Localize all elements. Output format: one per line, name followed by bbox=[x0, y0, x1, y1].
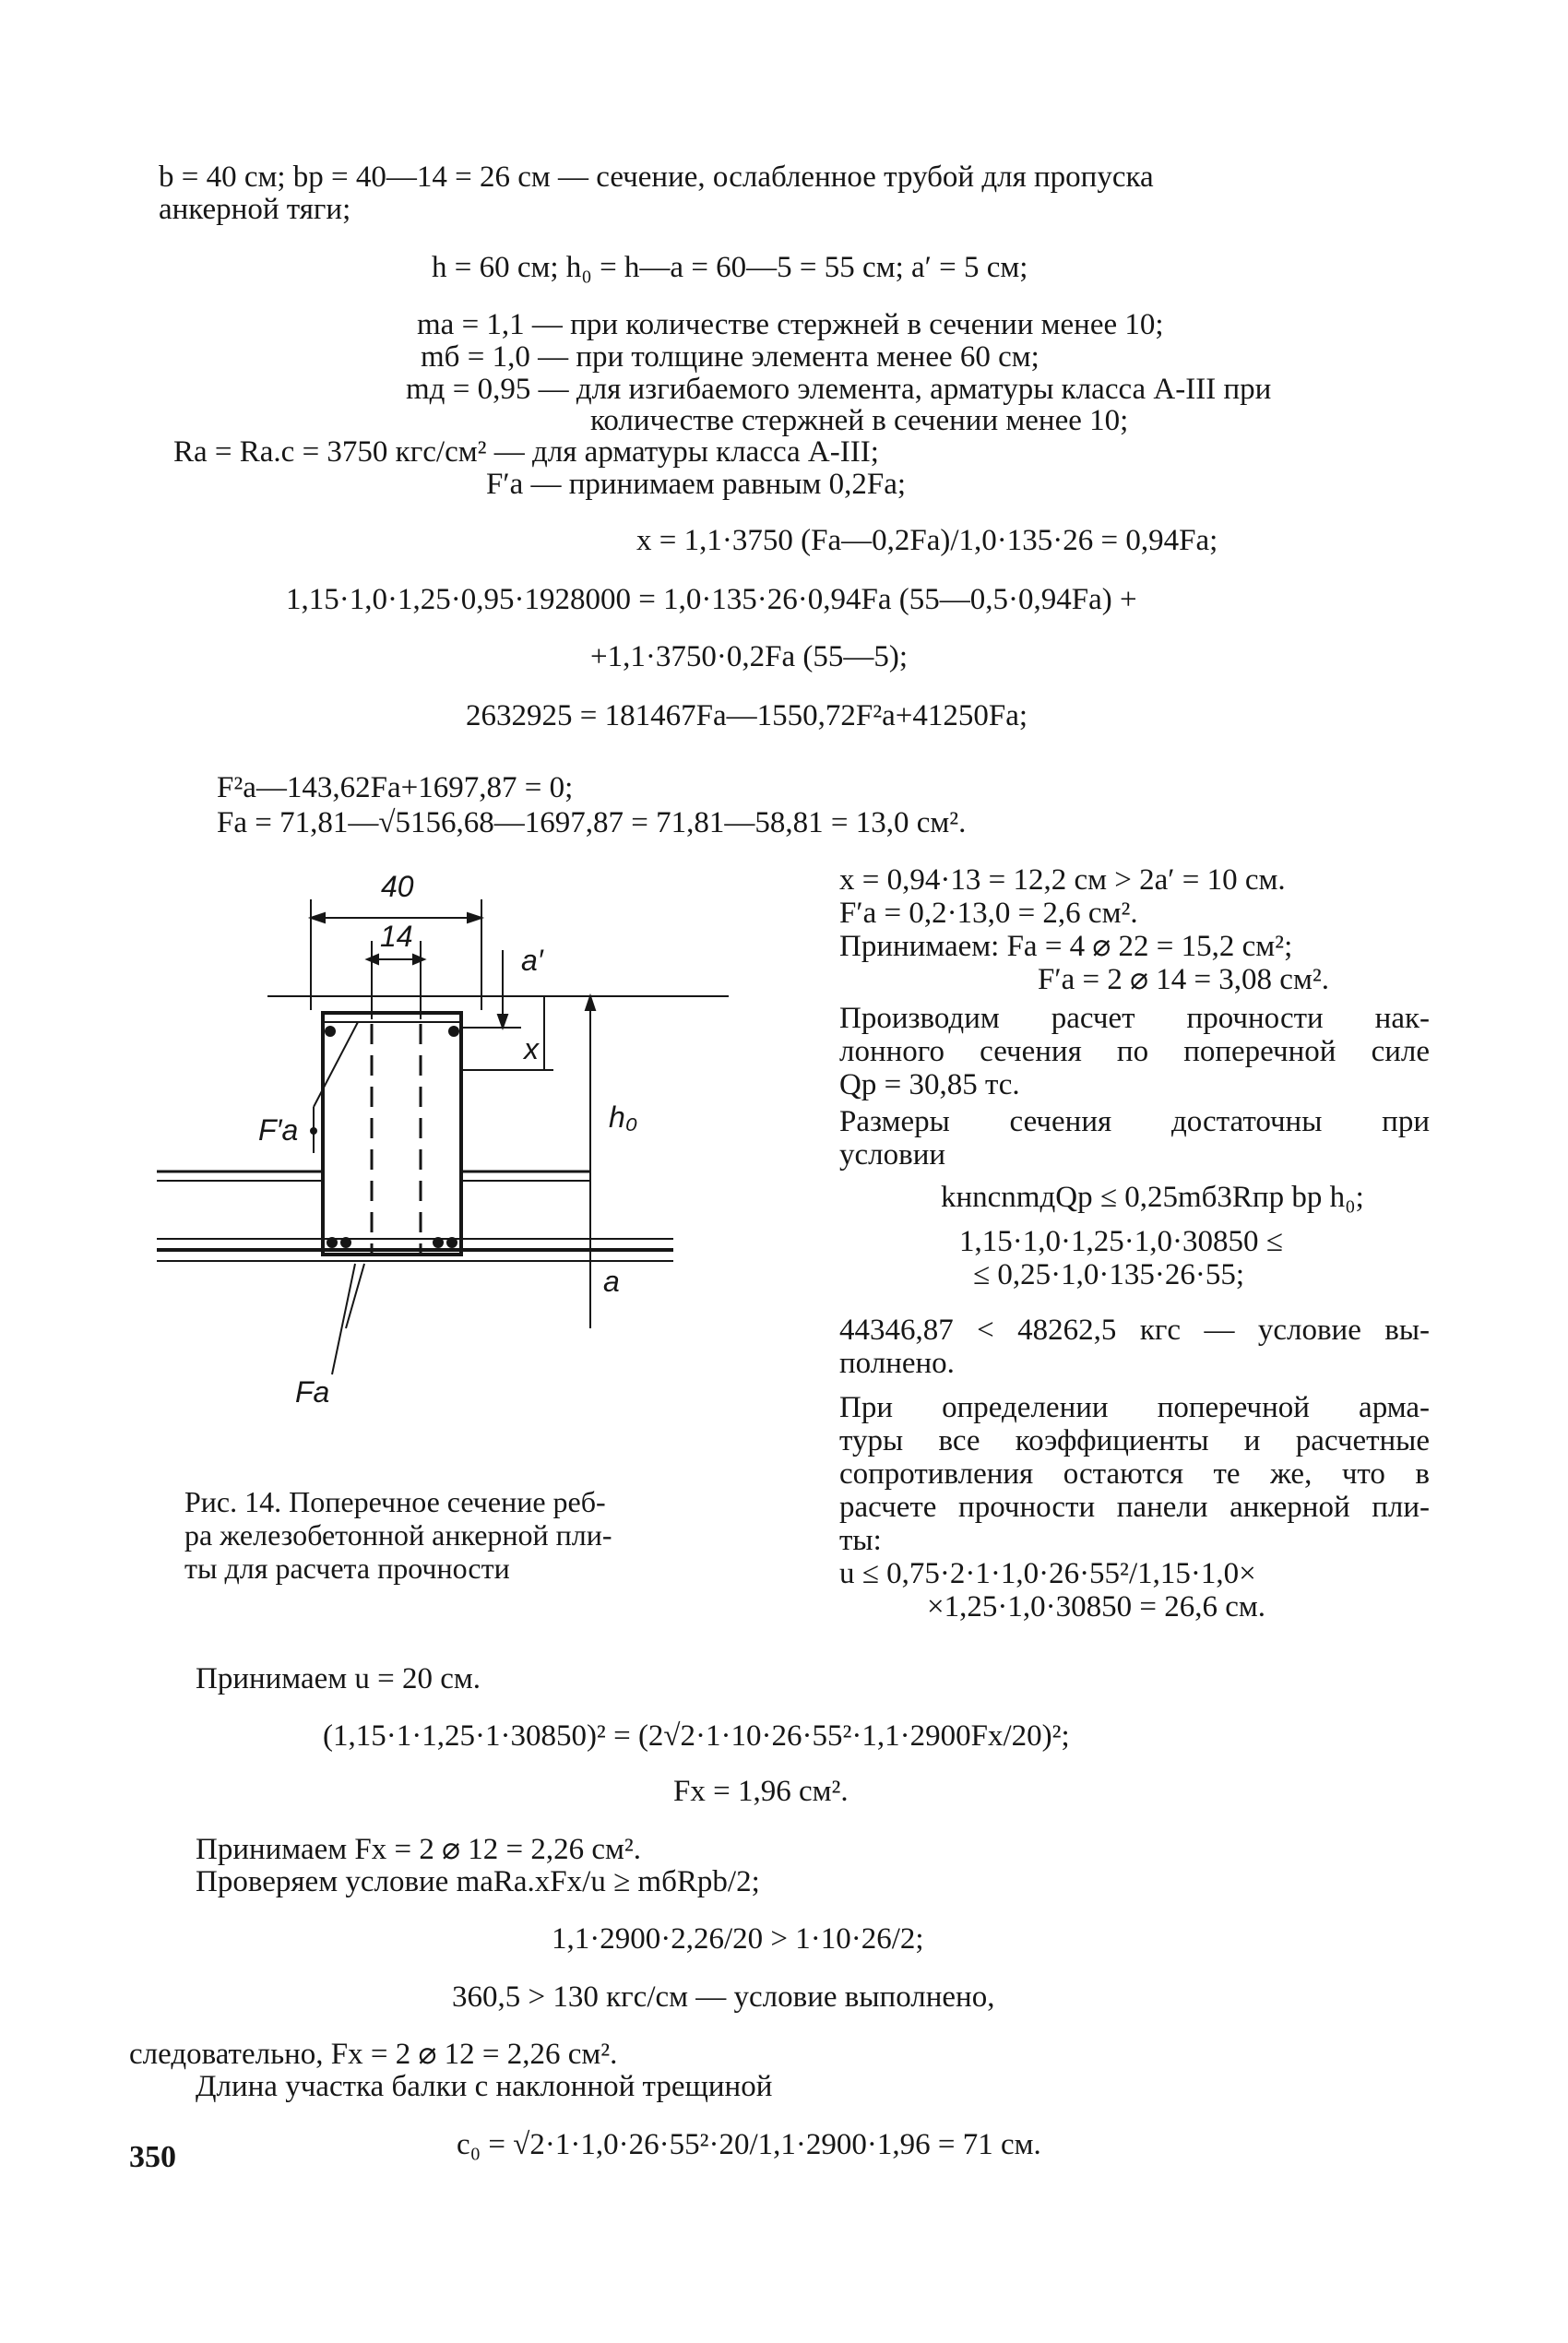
formula-line: c₀ = √2·1·1,0·26·55²·20/1,1·2900·1,96 = 71 см. bbox=[457, 2128, 1041, 2161]
a-label: a bbox=[603, 1265, 620, 1298]
x-label: x bbox=[524, 1032, 539, 1065]
text-line: следовательно, Fх = 2 ⌀ 12 = 2,26 см². bbox=[129, 2038, 618, 2071]
formula-line: 2632925 = 181467Fа—1550,72F²а+41250Fа; bbox=[466, 699, 1028, 732]
text-line: Размеры сечения достаточны при bbox=[839, 1105, 1430, 1138]
figure-caption bbox=[184, 1485, 701, 1585]
text-line: Принимаем: Fа = 4 ⌀ 22 = 15,2 см²; bbox=[839, 930, 1293, 963]
text-line: Длина участка балки с наклонной трещиной bbox=[196, 2070, 773, 2103]
text-line: условии bbox=[839, 1138, 946, 1172]
formula-line: F²а—143,62Fа+1697,87 = 0; bbox=[217, 771, 574, 804]
fa-label: Fa bbox=[295, 1375, 330, 1409]
text-line: F′а — принимаем равным 0,2Fа; bbox=[486, 468, 907, 501]
page-number: 350 bbox=[129, 2140, 176, 2174]
text-line: mб = 1,0 — при толщине элемента менее 60 см; bbox=[421, 340, 1039, 374]
formula-line: u ≤ 0,75·2·1·1,0·26·55²/1,15·1,0× bbox=[839, 1557, 1256, 1590]
text-line: Qр = 30,85 тс. bbox=[839, 1068, 1020, 1101]
caption-line: ты для расчета прочности bbox=[184, 1552, 510, 1585]
formula-line: kнnсnmдQр ≤ 0,25mб3Rпр bр h₀; bbox=[941, 1181, 1364, 1214]
text-line: F′а = 0,2·13,0 = 2,6 см². bbox=[839, 897, 1138, 930]
text-line: количестве стержней в сечении менее 10; bbox=[590, 404, 1129, 437]
text-line: Проверяем условие mаRа.хFх/u ≥ mбRрb/2; bbox=[196, 1865, 760, 1898]
text-line: 360,5 > 130 кгс/см — условие выполнено, bbox=[452, 1980, 995, 2014]
text-line: расчете прочности панели анкерной пли- bbox=[839, 1491, 1430, 1524]
formula-line: h = 60 см; h₀ = h—a = 60—5 = 55 см; a′ = 5 см; bbox=[432, 251, 1028, 284]
text-line: Производим расчет прочности нак- bbox=[839, 1002, 1430, 1035]
text-line: x = 0,94·13 = 12,2 см > 2a′ = 10 см. bbox=[839, 863, 1286, 897]
formula-line: 1,15·1,0·1,25·1,0·30850 ≤ bbox=[959, 1225, 1283, 1258]
text-line: F′а = 2 ⌀ 14 = 3,08 см². bbox=[1038, 963, 1329, 996]
formula-line: Fх = 1,96 см². bbox=[673, 1775, 849, 1808]
text-line: b = 40 см; bр = 40—14 = 26 см — сечение, ослабленное трубой для пропуска bbox=[159, 161, 1154, 194]
right-column bbox=[839, 863, 1430, 1623]
a-prime-label: a′ bbox=[521, 944, 543, 977]
formula-line: Fа = 71,81—√5156,68—1697,87 = 71,81—58,81 = 13,0 см². bbox=[217, 806, 967, 839]
text-line: mа = 1,1 — при количестве стержней в сечении менее 10; bbox=[417, 308, 1164, 341]
formula-line: 1,15·1,0·1,25·0,95·1928000 = 1,0·135·26·0,94Fа (55—0,5·0,94Fа) + bbox=[286, 583, 1137, 616]
text-line: Принимаем u = 20 см. bbox=[196, 1662, 481, 1695]
caption-line: Рис. 14. Поперечное сечение реб- bbox=[184, 1485, 606, 1518]
text-line: При определении поперечной арма- bbox=[839, 1391, 1430, 1424]
dim-14-label: 14 bbox=[380, 920, 413, 953]
caption-line: ра железобетонной анкерной пли- bbox=[184, 1518, 612, 1552]
text-line: анкерной тяги; bbox=[159, 193, 351, 226]
text-line: полнено. bbox=[839, 1347, 955, 1380]
formula-line: 1,1·2900·2,26/20 > 1·10·26/2; bbox=[552, 1922, 924, 1956]
cross-section-figure bbox=[157, 858, 747, 1467]
text-line: сопротивления остаются те же, что в bbox=[839, 1457, 1430, 1491]
text-line: лонного сечения по поперечной силе bbox=[839, 1035, 1430, 1068]
dim-40-label: 40 bbox=[381, 870, 414, 903]
formula-line: ×1,25·1,0·30850 = 26,6 см. bbox=[927, 1590, 1265, 1623]
text-line: mд = 0,95 — для изгибаемого элемента, арматуры класса А-III при bbox=[406, 373, 1272, 406]
fa-prime-label: F′a bbox=[258, 1113, 299, 1147]
text-line: 44346,87 < 48262,5 кгс — условие вы- bbox=[839, 1314, 1430, 1347]
formula-line: (1,15·1·1,25·1·30850)² = (2√2·1·10·26·55²·1,1·2900Fх/20)²; bbox=[323, 1719, 1070, 1753]
h0-label: h₀ bbox=[609, 1100, 638, 1134]
text-line: туры все коэффициенты и расчетные bbox=[839, 1424, 1430, 1457]
formula-line: x = 1,1·3750 (Fа—0,2Fа)/1,0·135·26 = 0,94Fа; bbox=[636, 524, 1218, 557]
text-line: ты: bbox=[839, 1524, 882, 1557]
text-line: Rа = Rа.с = 3750 кгс/см² — для арматуры класса А-III; bbox=[173, 435, 879, 469]
formula-line: +1,1·3750·0,2Fа (55—5); bbox=[590, 640, 908, 673]
text-line: Принимаем Fх = 2 ⌀ 12 = 2,26 см². bbox=[196, 1833, 642, 1866]
formula-line: ≤ 0,25·1,0·135·26·55; bbox=[973, 1258, 1244, 1291]
